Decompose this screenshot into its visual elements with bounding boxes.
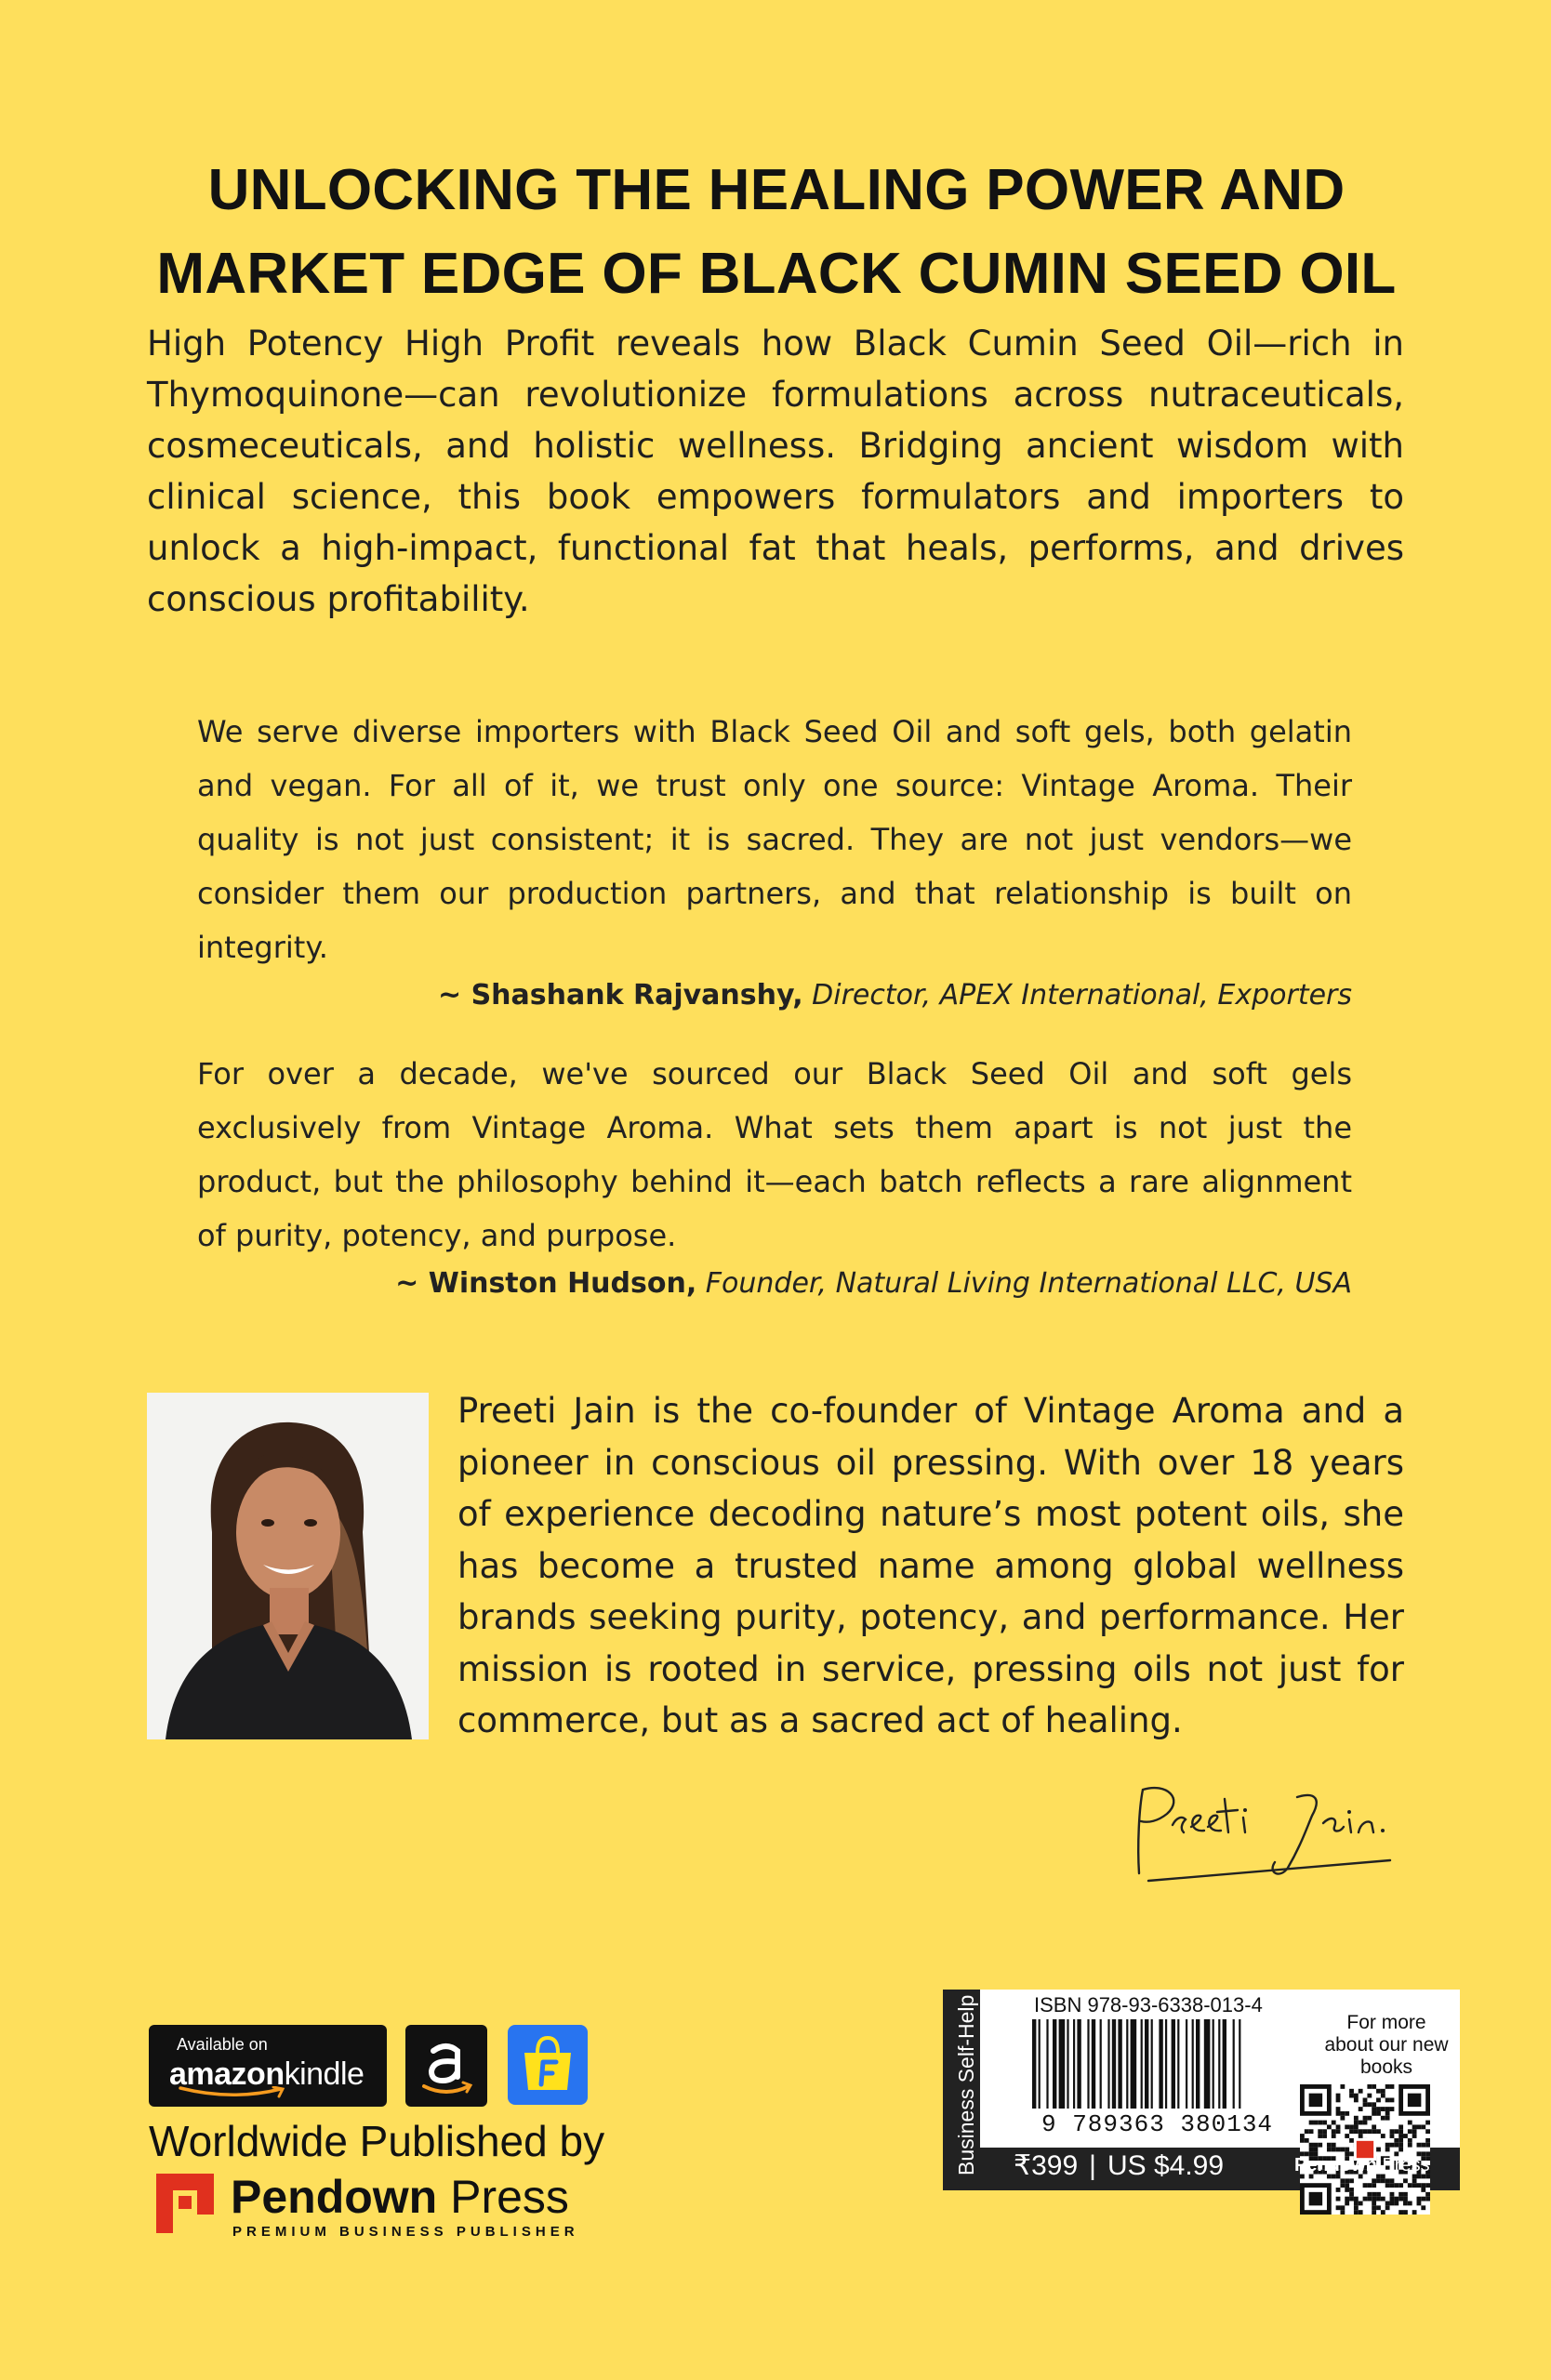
pendown-logo-icon [156,2174,214,2233]
publisher-logo [149,2168,595,2239]
author-portrait-illustration [147,1393,429,1739]
barcode-publisher-bold: Pendown [1294,2155,1377,2175]
amazon-letter-icon [405,2025,487,2107]
barcode-publisher [1294,2155,1430,2176]
headline-line-1: UNLOCKING THE HEALING POWER AND [207,158,1346,222]
testimonial [197,1047,1352,1305]
more-books-label: For more about our new books [1324,2012,1449,2078]
amazon-kindle-badge[interactable] [149,2025,387,2107]
testimonial-text: We serve diverse importers with Black Seed Oil and soft gels, both gelatin and vegan. For all of it, we trust only one source: Vintage Aroma. Their quality is not just consistent; it is sacred. They are not just vendors—we consider them our production partners, and that relationship is built on integrity. [197,714,1352,965]
qr-code-icon[interactable] [1300,2084,1430,2215]
headline [121,149,1432,316]
headline-line-2: MARKET EDGE OF BLACK CUMIN SEED OIL [156,242,1397,306]
kindle-brand-kindle: kindle [284,2056,365,2092]
flipkart-icon[interactable] [508,2025,588,2105]
publisher-name-bold: Pendown [231,2171,438,2223]
testimonial-text: For over a decade, we've sourced our Black Seed Oil and soft gels exclusively from Vintage Aroma. What sets them apart is not just the product, but the philosophy behind it—each batch reflects a rare alignment of purity, potency, and purpose. [197,1056,1352,1253]
price-label [1014,2149,1224,2182]
author-photo [147,1393,429,1739]
author-bio: Preeti Jain is the co-founder of Vintage Aroma and a pioneer in conscious oil pressing. With over 18 years of experience decoding nature’s most potent oils, she has become a trusted name among global wellness brands seeking purity, potency, and performance. Her mission is rooted in service, pressing oils not just for commerce, but as a sacred act of healing. [457,1391,1404,1740]
testimonial-role: Director, APEX International, Exporters [812,979,1352,1012]
testimonial-attribution [197,1263,1352,1305]
book-category: Business Self-Help [954,1994,978,2175]
price-inr: ₹399 [1014,2150,1079,2181]
signature-illustration [1111,1771,1418,1887]
book-blurb: High Potency High Profit reveals how Black Cumin Seed Oil—rich in Thymoquinone—can revolutionize formulations across nutraceuticals, cosmeceuticals, and holistic wellness. Bridging ancient wisdom with clinical science, this book empowers formulators and importers to unlock a high-impact, functional fat that heals, performs, and drives conscious profitability. [147,324,1404,619]
worldwide-published-label: Worldwide Published by [149,2117,605,2165]
testimonial-author: ~ Winston Hudson, [395,1267,697,1300]
kindle-available-label: Available on [177,2035,268,2054]
author-signature [1111,1771,1418,1887]
barcode-icon [1030,2019,1309,2112]
amazon-a-icon[interactable] [405,2025,487,2107]
kindle-brand-amazon: amazon [169,2056,285,2092]
publisher-name-regular: Press [437,2171,569,2223]
publisher-tagline: PREMIUM BUSINESS PUBLISHER [232,2224,579,2240]
barcode-digits: 9 789363 380134 [1041,2110,1274,2138]
testimonial-author: ~ Shashank Rajvanshy, [437,979,803,1012]
price-usd: US $4.99 [1107,2150,1225,2181]
publisher-name [231,2170,569,2224]
barcode-panel [943,1990,1460,2190]
isbn-label: ISBN 978-93-6338-013-4 [1034,1993,1263,2016]
testimonial-role: Founder, Natural Living International LLC, USA [705,1267,1352,1300]
barcode-publisher-regular: Press [1376,2155,1430,2175]
testimonial [197,705,1352,1017]
flipkart-bag-icon [508,2025,588,2105]
price-separator: | [1089,2150,1096,2181]
testimonial-attribution [197,974,1352,1017]
amazon-smile-icon [177,2086,288,2099]
